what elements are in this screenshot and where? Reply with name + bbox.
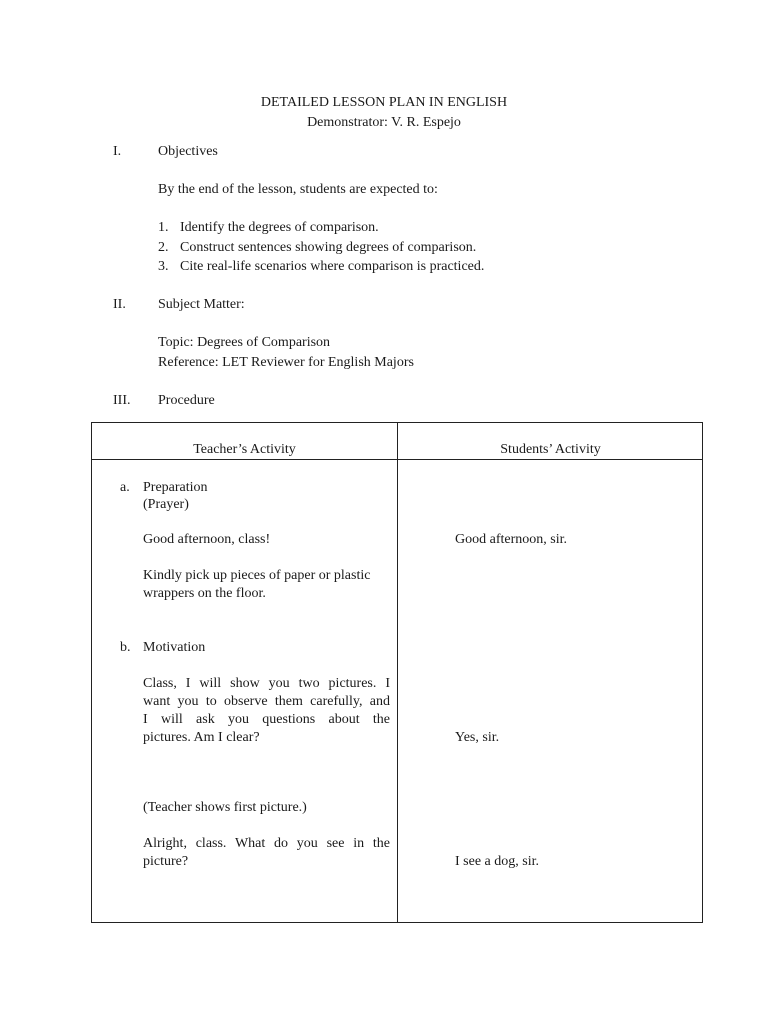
preparation-letter: a.	[120, 480, 130, 495]
teacher-instruction-line: Kindly pick up pieces of paper or plastic	[143, 568, 371, 583]
preparation-subtitle: (Prayer)	[143, 497, 189, 512]
motivation-title: Motivation	[143, 640, 206, 655]
teacher-shows-picture-note: (Teacher shows first picture.)	[143, 800, 307, 815]
teacher-motivation-line: Class, I will show you two pictures. I	[143, 676, 390, 691]
objective-number: 1.	[158, 220, 169, 235]
header-divider	[92, 459, 702, 460]
teacher-motivation-line: I will ask you questions about the	[143, 712, 390, 727]
objective-item: Construct sentences showing degrees of comparison.	[180, 240, 477, 255]
document-title: DETAILED LESSON PLAN IN ENGLISH	[260, 95, 508, 110]
reference-line: Reference: LET Reviewer for English Majors	[158, 355, 414, 370]
teacher-question-line: Alright, class. What do you see in the	[143, 836, 390, 851]
students-activity-header: Students’ Activity	[500, 442, 601, 457]
objective-number: 2.	[158, 240, 169, 255]
teacher-greeting: Good afternoon, class!	[143, 532, 271, 547]
objective-number: 3.	[158, 259, 169, 274]
students-motivation-reply: Yes, sir.	[455, 730, 500, 745]
students-greeting-reply: Good afternoon, sir.	[455, 532, 567, 547]
objective-item: Cite real-life scenarios where comparison is practiced.	[180, 259, 485, 274]
teacher-motivation-line: pictures. Am I clear?	[143, 730, 260, 745]
teacher-instruction-line: wrappers on the floor.	[143, 586, 266, 601]
section-heading-objectives: Objectives	[158, 144, 218, 159]
motivation-letter: b.	[120, 640, 131, 655]
demonstrator-line: Demonstrator: V. R. Espejo	[307, 115, 461, 130]
section-numeral-procedure: III.	[113, 393, 131, 408]
teacher-motivation-line: want you to observe them carefully, and	[143, 694, 390, 709]
teacher-question-line: picture?	[143, 854, 189, 869]
topic-line: Topic: Degrees of Comparison	[158, 335, 331, 350]
section-numeral-objectives: I.	[113, 144, 122, 159]
teacher-activity-header: Teacher’s Activity	[193, 442, 296, 457]
students-question-reply: I see a dog, sir.	[455, 854, 539, 869]
procedure-table	[91, 422, 703, 923]
section-numeral-subject-matter: II.	[113, 297, 126, 312]
preparation-title: Preparation	[143, 480, 208, 495]
section-heading-subject-matter: Subject Matter:	[158, 297, 245, 312]
objective-item: Identify the degrees of comparison.	[180, 220, 379, 235]
objectives-intro: By the end of the lesson, students are expected to:	[158, 182, 438, 197]
section-heading-procedure: Procedure	[158, 393, 215, 408]
column-divider	[397, 423, 398, 922]
